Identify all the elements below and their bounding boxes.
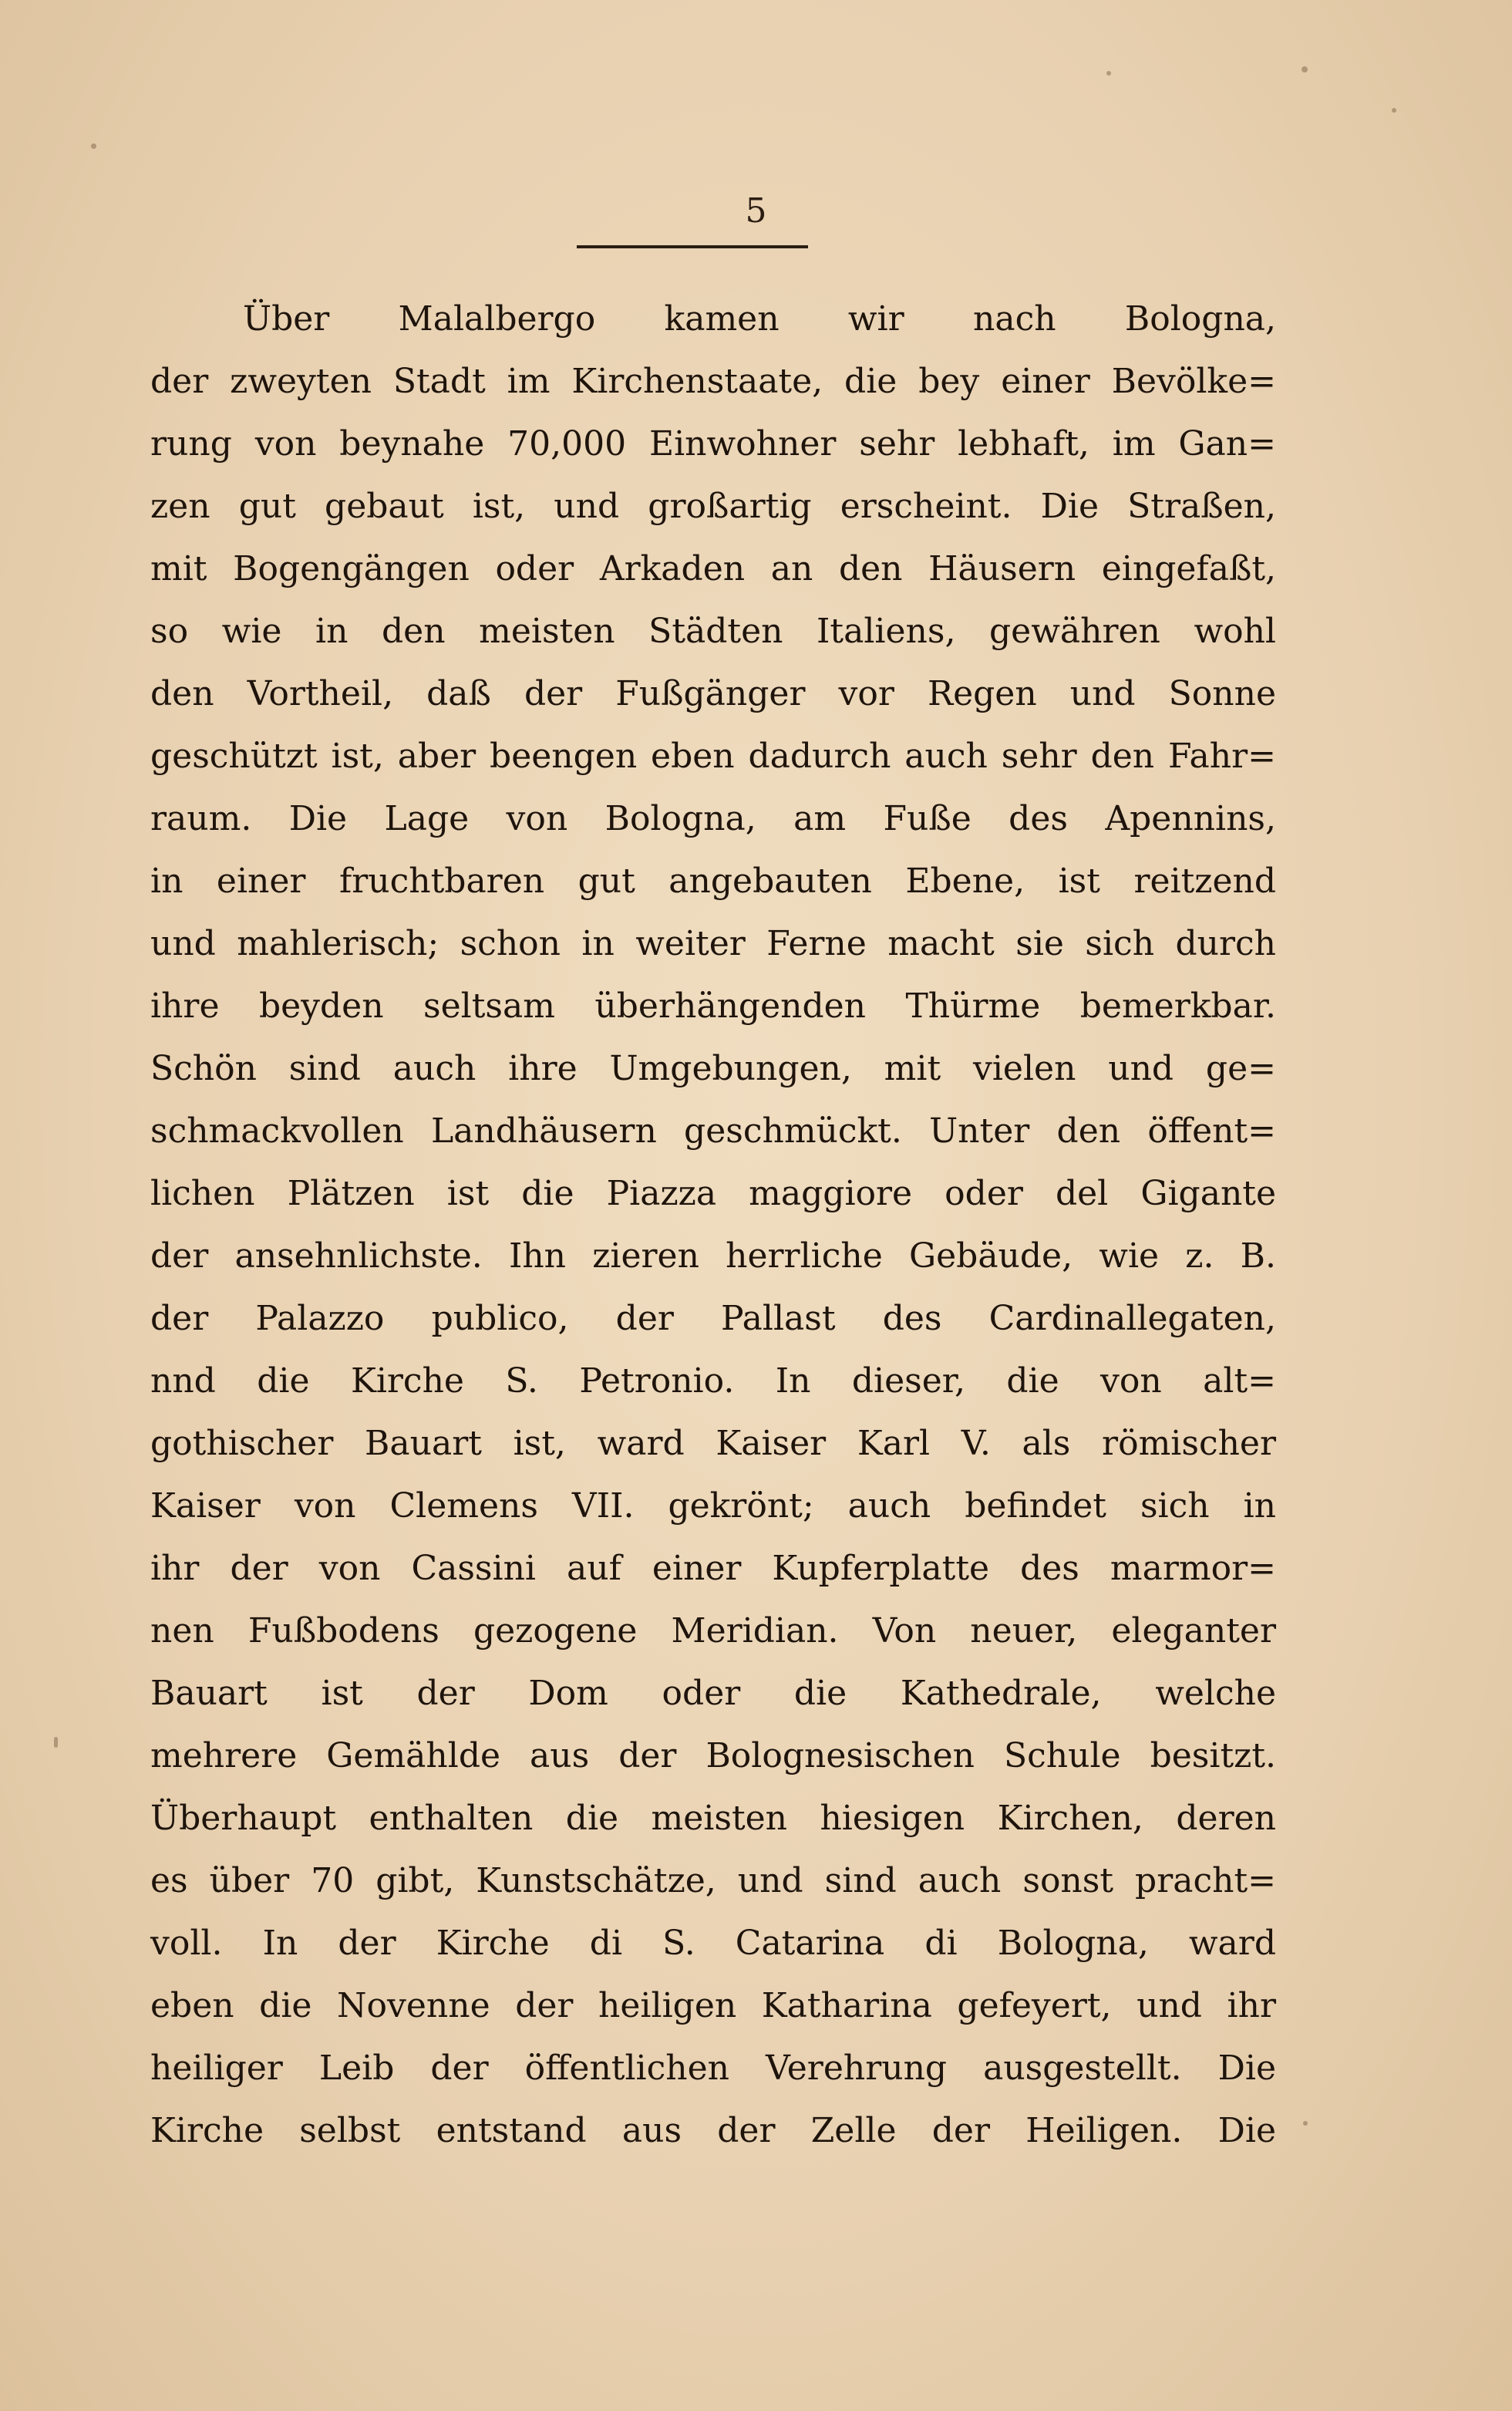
text-line: raum. Die Lage von Bologna, am Fuße des Apennins, bbox=[150, 799, 1276, 838]
body-text bbox=[150, 288, 1276, 2162]
paper-speck bbox=[1392, 108, 1396, 113]
page-number: 5 bbox=[745, 191, 767, 231]
text-line: und mahlerisch; schon in weiter Ferne macht sie sich durch bbox=[150, 924, 1276, 963]
paper-speck bbox=[1303, 2121, 1308, 2126]
text-line: Schön sind auch ihre Umgebungen, mit vielen und ge= bbox=[150, 1049, 1276, 1088]
text-line: ihre beyden seltsam überhängenden Thürme bemerkbar. bbox=[150, 986, 1276, 1026]
paper-speck bbox=[1106, 71, 1111, 76]
text-line: Bauart ist der Dom oder die Kathedrale, welche bbox=[150, 1674, 1276, 1713]
text-line: ihr der von Cassini auf einer Kupferplatte des marmor= bbox=[150, 1549, 1276, 1588]
text-line: mehrere Gemählde aus der Bolognesischen Schule besitzt. bbox=[150, 1736, 1276, 1775]
text-line: Kirche selbst entstand aus der Zelle der Heiligen. Die bbox=[150, 2111, 1276, 2150]
text-line: geschützt ist, aber beengen eben dadurch auch sehr den Fahr= bbox=[150, 737, 1276, 776]
text-line: rung von beynahe 70,000 Einwohner sehr lebhaft, im Gan= bbox=[150, 424, 1276, 464]
text-line: nnd die Kirche S. Petronio. In dieser, die von alt= bbox=[150, 1361, 1276, 1401]
text-line: Kaiser von Clemens VII. gekrönt; auch befindet sich in bbox=[150, 1486, 1276, 1526]
text-line: in einer fruchtbaren gut angebauten Ebene, ist reitzend bbox=[150, 862, 1276, 901]
text-line: es über 70 gibt, Kunstschätze, und sind auch sonst pracht= bbox=[150, 1861, 1276, 1900]
text-line: so wie in den meisten Städten Italiens, gewähren wohl bbox=[150, 612, 1276, 651]
paper-speck bbox=[91, 143, 96, 149]
text-line: Überhaupt enthalten die meisten hiesigen Kirchen, deren bbox=[150, 1799, 1276, 1838]
text-line: lichen Plätzen ist die Piazza maggiore oder del Gigante bbox=[150, 1174, 1276, 1213]
paper-speck bbox=[54, 1737, 58, 1748]
text-line: nen Fußbodens gezogene Meridian. Von neuer, eleganter bbox=[150, 1611, 1276, 1651]
text-line: der zweyten Stadt im Kirchenstaate, die bey einer Bevölke= bbox=[150, 362, 1276, 401]
text-line: mit Bogengängen oder Arkaden an den Häusern eingefaßt, bbox=[150, 549, 1276, 588]
text-line: den Vortheil, daß der Fußgänger vor Regen und Sonne bbox=[150, 674, 1276, 713]
text-line: schmackvollen Landhäusern geschmückt. Unter den öffent= bbox=[150, 1111, 1276, 1151]
text-line: der ansehnlichste. Ihn zieren herrliche Gebäude, wie z. B. bbox=[150, 1236, 1276, 1276]
text-line: zen gut gebaut ist, und großartig erscheint. Die Straßen, bbox=[150, 487, 1276, 526]
text-line: der Palazzo publico, der Pallast des Cardinallegaten, bbox=[150, 1299, 1276, 1338]
text-line: heiliger Leib der öffentlichen Verehrung ausgestellt. Die bbox=[150, 2049, 1276, 2088]
paper-speck bbox=[1302, 66, 1308, 72]
text-line: eben die Novenne der heiligen Katharina gefeyert, und ihr bbox=[150, 1986, 1276, 2025]
text-line: Über Malalbergo kamen wir nach Bologna, bbox=[243, 299, 1276, 339]
header-rule bbox=[577, 245, 808, 248]
text-line: gothischer Bauart ist, ward Kaiser Karl V. als römischer bbox=[150, 1424, 1276, 1463]
text-line: voll. In der Kirche di S. Catarina di Bologna, ward bbox=[150, 1924, 1276, 1963]
